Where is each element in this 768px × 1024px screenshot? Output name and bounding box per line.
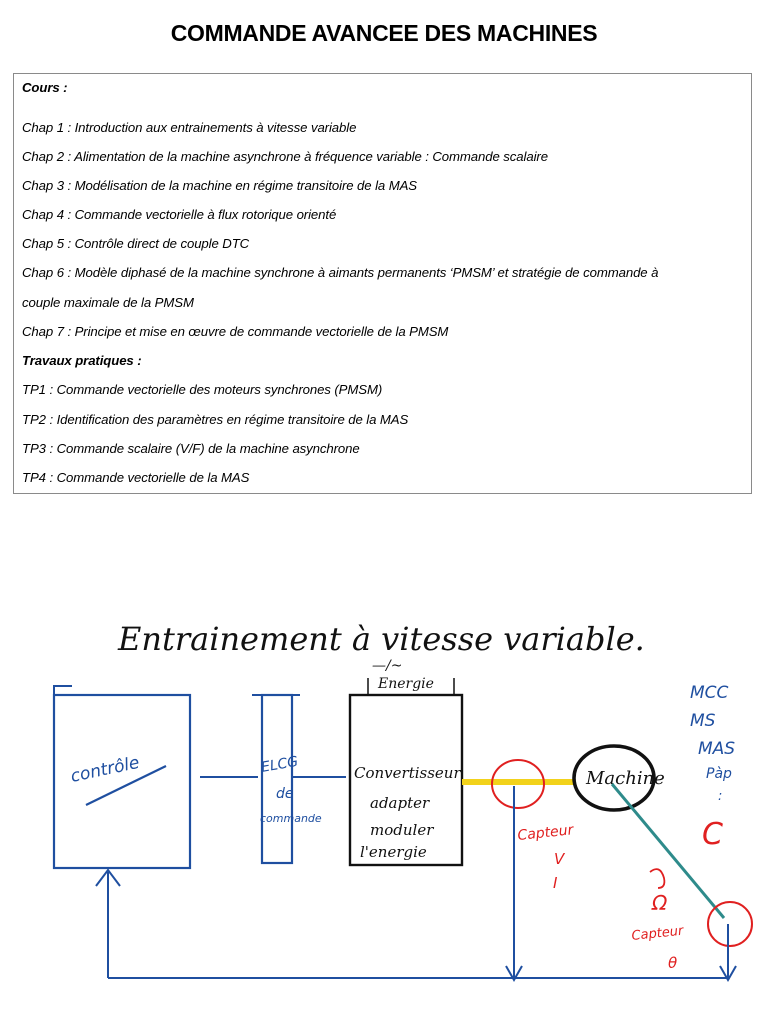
vi-sensor-label-2: V: [554, 850, 565, 868]
syllabus-line-chap1: Chap 1 : Introduction aux entrainements à vitesse variable: [22, 120, 357, 135]
syllabus-line-tp4: TP4 : Commande vectorielle de la MAS: [22, 470, 250, 485]
elec-label-2: de: [276, 786, 294, 802]
speed-scribble: [650, 869, 664, 888]
converter-label-1: Convertisseur: [354, 764, 461, 782]
speed-sensor-omega: Ω: [652, 891, 668, 915]
syllabus-line-chap4: Chap 4 : Commande vectorielle à flux rotorique orienté: [22, 207, 337, 222]
syllabus-line-tp1: TP1 : Commande vectorielle des moteurs synchrones (PMSM): [22, 382, 383, 397]
syllabus-line-chap6-cont: couple maximale de la PMSM: [22, 295, 194, 310]
syllabus-line-chap6: Chap 6 : Modèle diphasé de la machine synchrone à aimants permanents ‘PMSM’ et stratégie de commande à: [22, 265, 659, 280]
syllabus-line-tp3: TP3 : Commande scalaire (V/F) de la machine asynchrone: [22, 441, 360, 456]
syllabus-line-chap7: Chap 7 : Principe et mise en œuvre de commande vectorielle de la PMSM: [22, 324, 449, 339]
machine-type-pap: Pàp: [706, 766, 732, 782]
syllabus-box: [13, 73, 752, 494]
machine-type-dots: :: [718, 789, 723, 804]
speed-sensor-circle: [708, 902, 752, 946]
control-block-mark: [54, 686, 72, 695]
syllabus-line-tp-heading: Travaux pratiques :: [22, 353, 142, 368]
elec-label-1: ELCG: [259, 753, 300, 776]
machine-label: Machine: [586, 768, 665, 789]
converter-label-4: l'energie: [360, 843, 427, 861]
vi-sensor-label-3: I: [553, 874, 558, 892]
elec-block: [262, 695, 292, 863]
converter-label-3: moduler: [370, 821, 434, 839]
machine-type-mcc: MCC: [690, 683, 729, 703]
machine-type-ms: MS: [690, 711, 716, 731]
syllabus-line-chap5: Chap 5 : Contrôle direct de couple DTC: [22, 236, 250, 251]
energy-label: Energie: [378, 676, 434, 692]
speed-sensor-theta: θ: [668, 954, 678, 972]
syllabus-line-tp2: TP2 : Identification des paramètres en régime transitoire de la MAS: [22, 412, 409, 427]
handwritten-diagram: [0, 500, 768, 1024]
machine-type-mas: MAS: [698, 739, 736, 759]
energy-symbol: —/~: [372, 658, 403, 674]
vi-sensor-label-1: Capteur: [516, 822, 575, 844]
document-title: COMMANDE AVANCEE DES MACHINES: [170, 20, 598, 46]
machine-type-c: C: [702, 817, 723, 852]
sketch-heading: Entrainement à vitesse variable.: [118, 620, 645, 658]
syllabus-line-chap2: Chap 2 : Alimentation de la machine asynchrone à fréquence variable : Commande scalaire: [22, 149, 548, 164]
syllabus-line-chap3: Chap 3 : Modélisation de la machine en régime transitoire de la MAS: [22, 178, 417, 193]
elec-label-3: commande: [260, 812, 322, 825]
speed-sensor-label: Capteur: [630, 923, 685, 944]
control-label: contrôle: [68, 752, 142, 787]
converter-label-2: adapter: [370, 794, 430, 812]
syllabus-line-cours: Cours :: [22, 80, 68, 95]
